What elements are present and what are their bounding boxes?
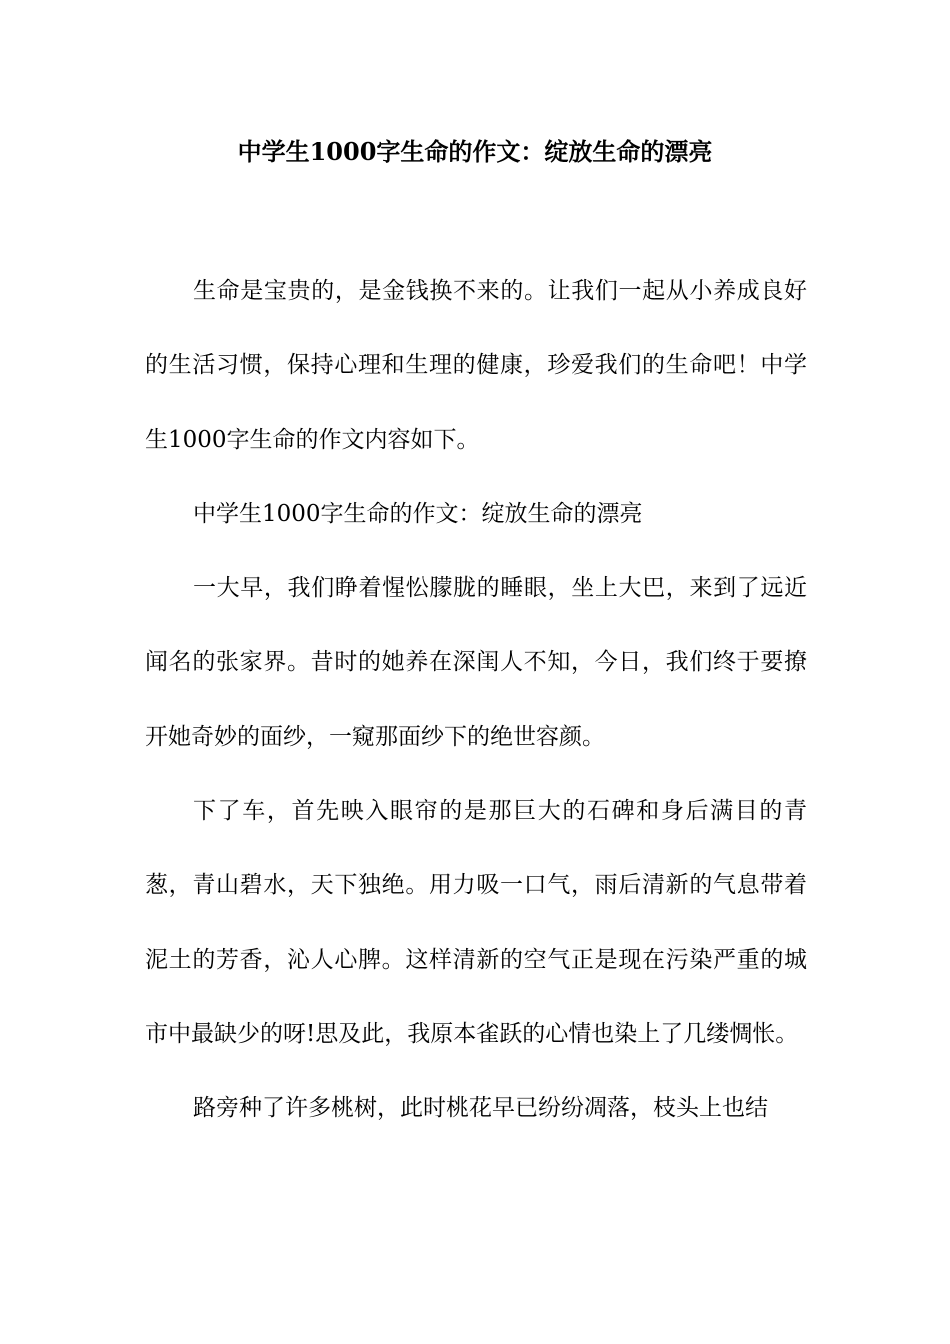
paragraph-peach-trees: 路旁种了许多桃树，此时桃花早已纷纷凋落，枝头上也结 bbox=[193, 1095, 768, 1122]
document-title: 中学生1000字生命的作文：绽放生命的漂亮 bbox=[237, 137, 713, 166]
paragraph-arrival: 下了车，首先映入眼帘的是那巨大的石碑和身后满目的青葱，青山碧水，天下独绝。用力吸一口气，雨后清新的气息带着泥土的芳香，沁人心脾。这样清新的空气正是现在污染严重的城市中最缺少的呀!思及此，我原本雀跃的心情也染上了几缕惆怅。 bbox=[145, 798, 807, 1047]
document-body bbox=[145, 254, 807, 1146]
paragraph-morning: 一大早，我们睁着惺忪朦胧的睡眼，坐上大巴，来到了远近闻名的张家界。昔时的她养在深闺人不知，今日，我们终于要撩开她奇妙的面纱，一窥那面纱下的绝世容颜。 bbox=[145, 575, 807, 750]
paragraph-subtitle: 中学生1000字生命的作文：绽放生命的漂亮 bbox=[193, 500, 643, 527]
paragraph-intro: 生命是宝贵的，是金钱换不来的。让我们一起从小养成良好的生活习惯，保持心理和生理的健康，珍爱我们的生命吧！中学生1000字生命的作文内容如下。 bbox=[145, 278, 807, 453]
